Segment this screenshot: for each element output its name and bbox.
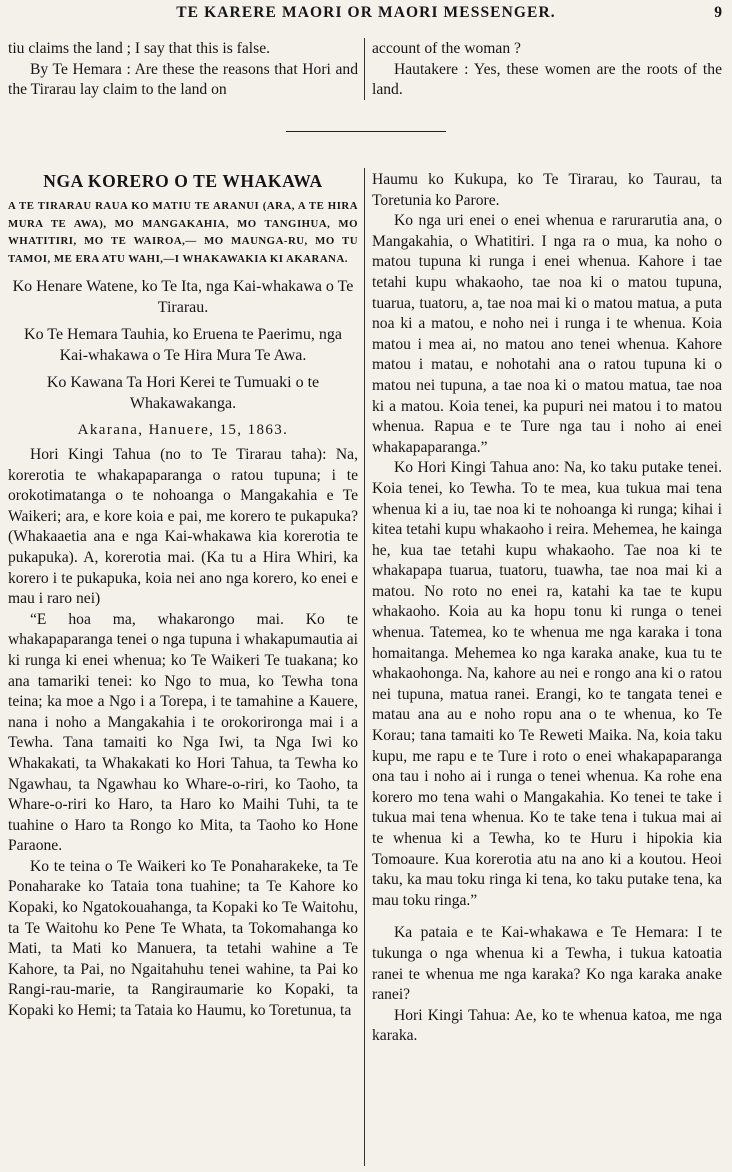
top-left-line-1: tiu claims the land ; I say that this is false. xyxy=(8,40,271,57)
article-column-divider xyxy=(364,168,365,1166)
right-paragraph-3: Ko Hori Kingi Tahua ano: Na, ko taku putake tenei. Koia tenei, ko Tewha. To te mea, kua tukua mai tena whenua ki a iu, tae noa ki te nohoanga ki runga; kihai i kitea tetahi kupu whakaoho i reira. Mehemea, he kainga he, kua tae tetahi kupu whakaoho. Tae noa ki te whakapapa tuarua, tuatoru, tuawha, tae noa mai ki a matou. No roto no enei ra, katahi ka tae te kupu whakaoho. Koia au ka hopu tonu ki runga o tenei whenua. Tatemea, ko te whenua me nga karaka i tona homaitanga. Mehemea ko nga karaka anake, kua tu te whakaohonga. Na, kahore au nei e rongo ana ki o ratou nei tupuna, matua ranei. Erangi, ko te tangata tenei e matau ana au e noho ropu ana o te whenua, ko Te Korau; tana tamaiti ko Te Reweti Maika. Na, koia taku kupu, me rapu e te Ture i roto o enei whakapaparanga ona tau i noho ai i runga o tenei whenua. Ka rohe ena korero mo tena wahi o Mangakahia. Ko tenei te take i tukua mai tena whenua. Ko te take tena i tukua mai ai te whenua ki a Tewha, ko te Huru i hipokia kia Tomoaure. Kua korerotia atu na ano ki a koutou. Heoi taku, ka mau toku ringa ki tena, ko taku putake tena, ka mau toku ringa.” xyxy=(372,459,722,909)
top-left-column xyxy=(8,39,358,101)
article-right-column xyxy=(372,170,722,1047)
right-paragraph-2: Ko nga uri enei o enei whenua e rarurarutia ana, o Mangakahia, o Whatitiri. I nga ra o mua, ka noho o matou tupuna ki runga i enei whenua. Kahore i tae tetahi kupu whakaoho, tae noa ki o matou tupuna, tuarua, tuatoru, a, tae noa mai ki o matou matua, a puta noa ki a matou, e noho nei i runga i te whenua. Koia matou i mea ai, no matou ano tenei whenua. Kahore matou i matau, e nohotahi ana o ratou tupuna ki o matou nei tupuna, a tae noa ki o matou matua, tae noa ki a matou. Koia tenei, ka pupuri nei matou i to matou whenua. Rapua e te Ture nga tau i noho ai enei whakapaparanga.” xyxy=(372,212,722,456)
court-line-3: Ko Kawana Ta Hori Kerei te Tumuaki o te Whakawakanga. xyxy=(46,374,320,412)
article-left-column xyxy=(8,170,358,1022)
running-title: TE KARERE MAORI OR MAORI MESSENGER. xyxy=(176,4,556,21)
top-right-column xyxy=(372,39,722,101)
right-paragraph-1: Haumu ko Kukupa, ko Te Tirarau, ko Taurau, ta Toretunia ko Parore. xyxy=(372,171,722,209)
article-subhead: A TE TIRARAU RAUA KO MATIU TE ARANUI (ARA, A TE HIRA MURA TE AWA), MO MANGAKAHIA, MO TANGIHUA, MO WHATITIRI, MO TE WAIROA,— MO MAUNGA-RU, MO TU TAMOI, ME ERA ATU WAHI,—I WHAKAWAKIA KI AKARANA. xyxy=(8,200,358,265)
left-paragraph-3: Ko te teina o Te Waikeri ko Te Ponaharakeke, ta Te Ponaharake ko Tataia tona tuahine; ta Te Kahore ko Kopaki, ko Ngatokouahanga, ta Kopaki ko Te Waitohu, ta Te Waitohu ko Pene Te Whata, ta Tokomahanga ko Mati, ta Mati ko Manuera, ta tetahi wahine a Te Kahore, ta Pai, no Ngaitahuhu tenei wahine, ta Pai ko Rangi-rau-marie, ta Rangiraumarie ko Kopaki, ta Kopaki ko Hemi; ta Tataia ko Haumu, ko Toretunua, ta xyxy=(8,857,358,1020)
right-paragraph-5: Hori Kingi Tahua: Ae, ko te whenua katoa, me nga karaka. xyxy=(372,1006,722,1045)
top-right-line-1: account of the woman ? xyxy=(372,40,521,57)
left-paragraph-2: “E hoa ma, whakarongo mai. Ko te whakapaparanga tenei o nga tupuna i whakapumautia ai ki runga ki enei whenua; ko Te Waikeri Te tuakana; ko ana tamariki tenei: ko Ngo to mua, ko Tewha tona teina; ka moe a Ngo i a Torepa, i te tamahine a Kauere, nana i noho a Mangakahia i te orokorironga mai i a Tewha. Tana tamaiti ko Nga Iwi, ta Nga Iwi ko Whakakati, ta Whakakati ko Hori Tahua, ta Tewha ko Ngawhau, ta Ngawhau ko Whare-o-riri, ko Taoho, ta Whare-o-riri ko Haro, ta Haro ko Maihi Tuhi, ta te tuahine o Haro ta Rongo ko Mita, ta Taoho ko Hone Paraone. xyxy=(8,610,358,855)
running-head xyxy=(0,4,732,28)
dateline: Akarana, Hanuere, 15, 1863. xyxy=(77,422,289,438)
article-title: NGA KORERO O TE WHAKAWA xyxy=(43,171,323,191)
top-column-divider xyxy=(364,38,365,100)
court-line-2: Ko Te Hemara Tauhia, ko Eruena te Paerimu, nga Kai-whakawa o Te Hira Mura Te Awa. xyxy=(24,326,342,364)
page-number: 9 xyxy=(714,4,722,21)
top-left-paragraph-2: By Te Hemara : Are these the reasons that Hori and the Tirarau lay claim to the land on xyxy=(8,60,358,99)
top-right-paragraph-2: Hautakere : Yes, these women are the roots of the land. xyxy=(372,60,722,99)
right-paragraph-4: Ka pataia e te Kai-whakawa e Te Hemara: I te tukunga o nga whenua ki a Tewha, i tukua katoatia ranei te whenua me nga karaka? Ko nga karaka anake ranei? xyxy=(372,924,722,1004)
section-separator-rule xyxy=(286,131,446,132)
court-line-1: Ko Henare Watene, ko Te Ita, nga Kai-whakawa o Te Tirarau. xyxy=(12,278,354,316)
left-paragraph-1: Hori Kingi Tahua (no to Te Tirarau taha): Na, korerotia te whakapaparanga o ratou tupuna; i te orokotimatanga o te nohoanga o Mangakahia e Te Waikeri; ara, e kore koia e pai, me korero te pukapuka? (Whakaaetia ana e nga Kai-whakawa kia korerotia te pukapuka). A, korerotia mai. (Ka tu a Hira Whiri, ka korero i te pukapuka, koia nei ano nga korero, ko enei e mau i raro nei) xyxy=(8,446,358,608)
